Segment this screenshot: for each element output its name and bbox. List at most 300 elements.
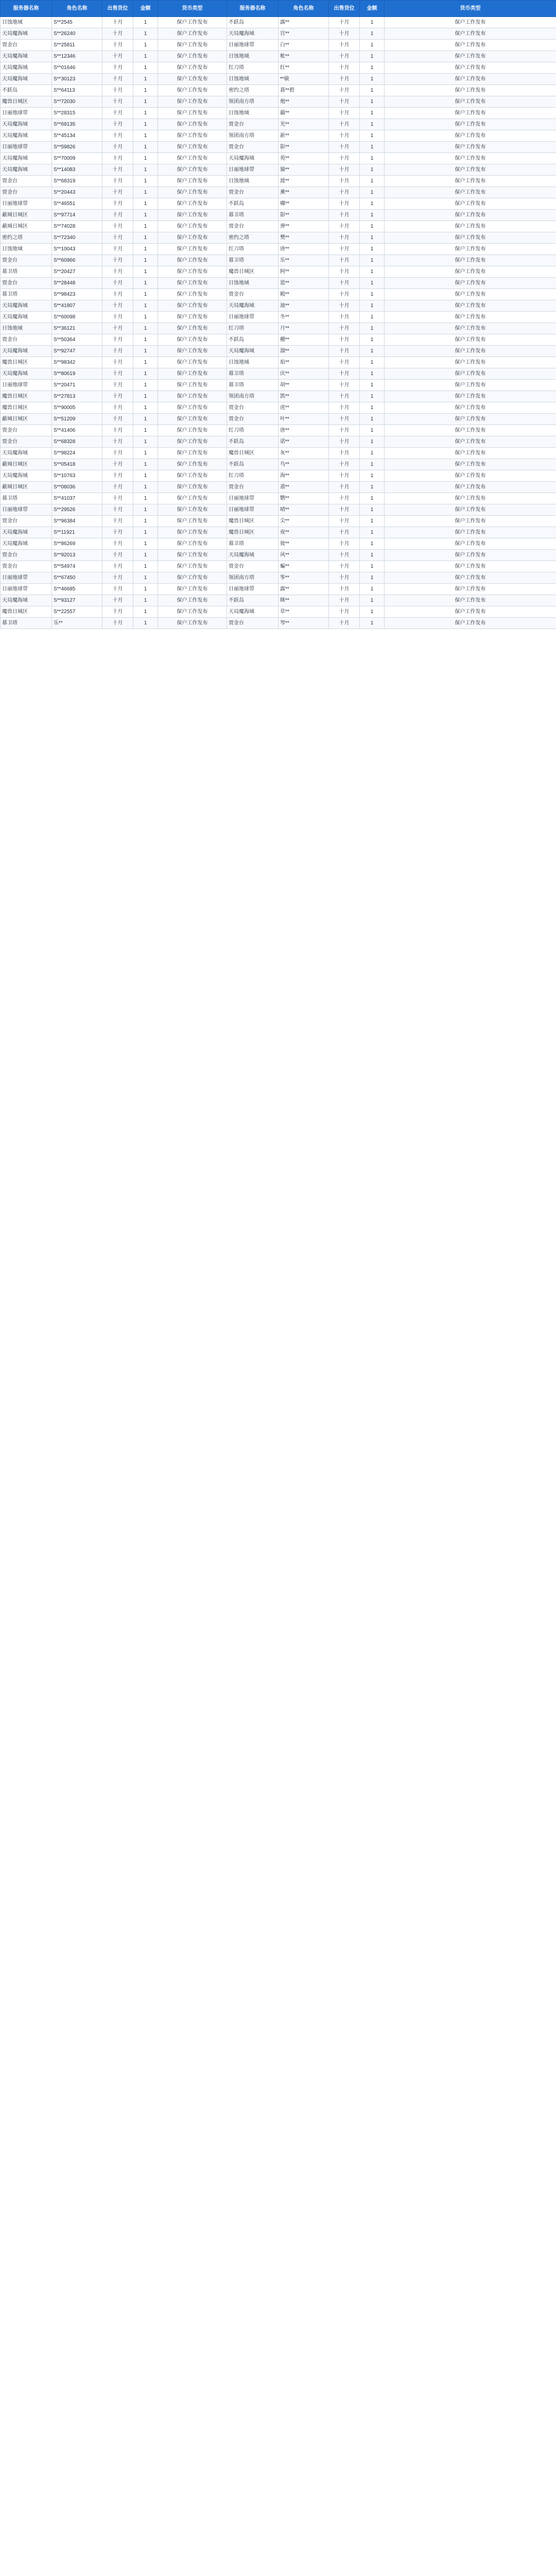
left-server-cell: 天局魔海域 <box>1 470 52 482</box>
right-currency-cell: 保户工作发布 <box>385 255 556 266</box>
left-amount-cell: 1 <box>133 266 158 278</box>
right-server-cell: 贾金台 <box>227 221 279 232</box>
left-currency-cell: 保户工作发布 <box>158 561 227 572</box>
left-character-cell: S**74028 <box>52 221 102 232</box>
table-row <box>1 572 556 584</box>
right-slot-cell: 十月 <box>329 425 360 436</box>
left-amount-cell: 1 <box>133 550 158 561</box>
left-character-cell: S**11921 <box>52 527 102 538</box>
right-slot-cell: 十月 <box>329 278 360 289</box>
left-character-cell: S**59826 <box>52 142 102 153</box>
left-server-cell: 贾金台 <box>1 516 52 527</box>
table-row <box>1 130 556 142</box>
left-currency-cell: 保户工作发布 <box>158 459 227 470</box>
right-character-cell: 渡** <box>279 176 329 187</box>
right-server-cell: 不跃岛 <box>227 459 279 470</box>
right-server-cell: 日丽地球带 <box>227 312 279 323</box>
left-amount-cell: 1 <box>133 74 158 85</box>
left-amount-cell: 1 <box>133 244 158 255</box>
table-row <box>1 62 556 74</box>
left-character-cell: S**41037 <box>52 493 102 504</box>
left-currency-cell: 保户工作发布 <box>158 187 227 198</box>
header-character-right: 角色名称 <box>279 1 329 17</box>
left-amount-cell: 1 <box>133 380 158 391</box>
right-slot-cell: 十月 <box>329 130 360 142</box>
right-server-cell: 天局魔海域 <box>227 28 279 40</box>
right-slot-cell: 十月 <box>329 448 360 459</box>
right-amount-cell: 1 <box>360 51 385 62</box>
left-character-cell: S**01646 <box>52 62 102 74</box>
left-server-cell: 天局魔海域 <box>1 164 52 176</box>
left-server-cell: 天局魔海域 <box>1 74 52 85</box>
left-character-cell: S**90005 <box>52 402 102 414</box>
left-server-cell: 日丽地球带 <box>1 380 52 391</box>
right-currency-cell: 保户工作发布 <box>385 176 556 187</box>
table-row <box>1 266 556 278</box>
right-currency-cell: 保户工作发布 <box>385 538 556 550</box>
left-currency-cell: 保户工作发布 <box>158 402 227 414</box>
right-amount-cell: 1 <box>360 470 385 482</box>
right-slot-cell: 十月 <box>329 527 360 538</box>
table-row <box>1 334 556 346</box>
right-character-cell: 灰** <box>279 448 329 459</box>
table-row <box>1 40 556 51</box>
right-amount-cell: 1 <box>360 346 385 357</box>
right-currency-cell: 保户工作发布 <box>385 198 556 210</box>
left-character-cell: S**96384 <box>52 516 102 527</box>
header-character-left: 角色名称 <box>52 1 102 17</box>
right-server-cell: 日蚀地域 <box>227 74 279 85</box>
left-character-cell: S**92013 <box>52 550 102 561</box>
right-slot-cell: 十月 <box>329 334 360 346</box>
left-currency-cell: 保户工作发布 <box>158 584 227 595</box>
right-server-cell: 不跃岛 <box>227 198 279 210</box>
left-server-cell: 幕卫塔 <box>1 493 52 504</box>
right-character-cell: 薰** <box>279 187 329 198</box>
right-server-cell: 红刀塔 <box>227 470 279 482</box>
table-row <box>1 142 556 153</box>
left-server-cell: 天局魔海域 <box>1 312 52 323</box>
left-server-cell: 魔兽日城区 <box>1 357 52 368</box>
right-character-cell: 殿** <box>279 289 329 300</box>
left-server-cell: 魔兽日城区 <box>1 606 52 618</box>
left-amount-cell: 1 <box>133 402 158 414</box>
left-currency-cell: 保户工作发布 <box>158 96 227 108</box>
left-character-cell: S**10043 <box>52 244 102 255</box>
left-character-cell: S**68328 <box>52 436 102 448</box>
left-currency-cell: 保户工作发布 <box>158 51 227 62</box>
left-amount-cell: 1 <box>133 96 158 108</box>
right-currency-cell: 保户工作发布 <box>385 470 556 482</box>
left-amount-cell: 1 <box>133 289 158 300</box>
right-server-cell: 幕卫塔 <box>227 255 279 266</box>
right-server-cell: 日丽地球带 <box>227 584 279 595</box>
table-row <box>1 595 556 606</box>
table-row <box>1 119 556 130</box>
left-server-cell: 贾金台 <box>1 176 52 187</box>
left-server-cell: 蔽城日城区 <box>1 221 52 232</box>
right-slot-cell: 十月 <box>329 96 360 108</box>
right-currency-cell: 保户工作发布 <box>385 266 556 278</box>
right-currency-cell: 保户工作发布 <box>385 346 556 357</box>
right-character-cell: **敏 <box>279 74 329 85</box>
right-currency-cell: 保户工作发布 <box>385 85 556 96</box>
right-amount-cell: 1 <box>360 527 385 538</box>
right-character-cell: 草** <box>279 606 329 618</box>
right-character-cell: 琴** <box>279 618 329 629</box>
right-character-cell: 炮** <box>279 96 329 108</box>
right-currency-cell: 保户工作发布 <box>385 572 556 584</box>
left-server-cell: 贾金台 <box>1 187 52 198</box>
left-currency-cell: 保户工作发布 <box>158 108 227 119</box>
left-amount-cell: 1 <box>133 538 158 550</box>
right-server-cell: 领团南方塔 <box>227 130 279 142</box>
left-character-cell: S**26240 <box>52 28 102 40</box>
header-server-left: 服务器名称 <box>1 1 52 17</box>
right-character-cell: 新** <box>279 130 329 142</box>
right-character-cell: 宫** <box>279 28 329 40</box>
right-character-cell: 诺** <box>279 436 329 448</box>
right-amount-cell: 1 <box>360 368 385 380</box>
right-slot-cell: 十月 <box>329 289 360 300</box>
right-currency-cell: 保户工作发布 <box>385 108 556 119</box>
left-server-cell: 日蚀地域 <box>1 323 52 334</box>
right-amount-cell: 1 <box>360 74 385 85</box>
left-character-cell: S**46551 <box>52 198 102 210</box>
table-row <box>1 108 556 119</box>
right-server-cell: 幕卫塔 <box>227 368 279 380</box>
right-currency-cell: 保户工作发布 <box>385 232 556 244</box>
left-character-cell: S**46685 <box>52 584 102 595</box>
right-currency-cell: 保户工作发布 <box>385 244 556 255</box>
left-currency-cell: 保户工作发布 <box>158 221 227 232</box>
table-row <box>1 482 556 493</box>
right-slot-cell: 十月 <box>329 618 360 629</box>
right-server-cell: 日丽地球带 <box>227 493 279 504</box>
left-currency-cell: 保户工作发布 <box>158 391 227 402</box>
left-character-cell: S**41406 <box>52 425 102 436</box>
right-amount-cell: 1 <box>360 164 385 176</box>
right-server-cell: 幕卫塔 <box>227 380 279 391</box>
left-slot-cell: 十月 <box>102 74 133 85</box>
left-character-cell: S**29526 <box>52 504 102 516</box>
left-slot-cell: 十月 <box>102 606 133 618</box>
right-currency-cell: 保户工作发布 <box>385 153 556 164</box>
right-currency-cell: 保户工作发布 <box>385 561 556 572</box>
table-row <box>1 164 556 176</box>
right-character-cell: 叶** <box>279 414 329 425</box>
right-currency-cell: 保户工作发布 <box>385 96 556 108</box>
right-server-cell: 贾金台 <box>227 561 279 572</box>
left-currency-cell: 保户工作发布 <box>158 606 227 618</box>
table-row <box>1 470 556 482</box>
left-server-cell: 魔兽日城区 <box>1 96 52 108</box>
left-server-cell: 日蚀地域 <box>1 244 52 255</box>
right-server-cell: 贾金台 <box>227 119 279 130</box>
right-slot-cell: 十月 <box>329 187 360 198</box>
right-character-cell: 月** <box>279 323 329 334</box>
right-server-cell: 红刀塔 <box>227 62 279 74</box>
right-server-cell: 贾金台 <box>227 618 279 629</box>
right-character-cell: 溜** <box>279 346 329 357</box>
left-slot-cell: 十月 <box>102 516 133 527</box>
left-currency-cell: 保户工作发布 <box>158 572 227 584</box>
right-currency-cell: 保户工作发布 <box>385 504 556 516</box>
left-character-cell: S**45134 <box>52 130 102 142</box>
left-server-cell: 不跃岛 <box>1 85 52 96</box>
left-character-cell: S**69135 <box>52 119 102 130</box>
left-server-cell: 日蚀地域 <box>1 17 52 28</box>
table-row <box>1 300 556 312</box>
right-amount-cell: 1 <box>360 448 385 459</box>
left-character-cell: S**20443 <box>52 187 102 198</box>
right-slot-cell: 十月 <box>329 255 360 266</box>
right-amount-cell: 1 <box>360 266 385 278</box>
right-slot-cell: 十月 <box>329 391 360 402</box>
right-currency-cell: 保户工作发布 <box>385 17 556 28</box>
table-row <box>1 210 556 221</box>
right-character-cell: 影** <box>279 142 329 153</box>
table-row <box>1 51 556 62</box>
right-currency-cell: 保户工作发布 <box>385 142 556 153</box>
left-slot-cell: 十月 <box>102 357 133 368</box>
left-slot-cell: 十月 <box>102 346 133 357</box>
right-amount-cell: 1 <box>360 482 385 493</box>
right-slot-cell: 十月 <box>329 482 360 493</box>
table-row <box>1 289 556 300</box>
right-character-cell: 筝** <box>279 572 329 584</box>
left-server-cell: 日丽地球带 <box>1 142 52 153</box>
left-currency-cell: 保户工作发布 <box>158 470 227 482</box>
right-slot-cell: 十月 <box>329 176 360 187</box>
right-currency-cell: 保户工作发布 <box>385 527 556 538</box>
left-slot-cell: 十月 <box>102 459 133 470</box>
left-server-cell: 蔽城日城区 <box>1 210 52 221</box>
right-amount-cell: 1 <box>360 278 385 289</box>
left-character-cell: S**86269 <box>52 538 102 550</box>
left-amount-cell: 1 <box>133 255 158 266</box>
right-amount-cell: 1 <box>360 516 385 527</box>
table-row <box>1 17 556 28</box>
table-body <box>1 17 556 629</box>
right-amount-cell: 1 <box>360 96 385 108</box>
table-row <box>1 493 556 504</box>
left-slot-cell: 十月 <box>102 108 133 119</box>
left-character-cell: S**67450 <box>52 572 102 584</box>
right-currency-cell: 保户工作发布 <box>385 40 556 51</box>
left-slot-cell: 十月 <box>102 368 133 380</box>
left-slot-cell: 十月 <box>102 85 133 96</box>
right-character-cell: 帐** <box>279 51 329 62</box>
left-server-cell: 天局魔海域 <box>1 368 52 380</box>
left-character-cell: S**20471 <box>52 380 102 391</box>
left-slot-cell: 十月 <box>102 550 133 561</box>
right-server-cell: 红刀塔 <box>227 425 279 436</box>
left-currency-cell: 保户工作发布 <box>158 255 227 266</box>
right-currency-cell: 保户工作发布 <box>385 448 556 459</box>
right-currency-cell: 保户工作发布 <box>385 357 556 368</box>
left-amount-cell: 1 <box>133 482 158 493</box>
table-row <box>1 448 556 459</box>
right-character-cell: 彼** <box>279 538 329 550</box>
right-currency-cell: 保户工作发布 <box>385 74 556 85</box>
right-slot-cell: 十月 <box>329 164 360 176</box>
left-currency-cell: 保户工作发布 <box>158 62 227 74</box>
left-currency-cell: 保户工作发布 <box>158 334 227 346</box>
left-slot-cell: 十月 <box>102 164 133 176</box>
left-amount-cell: 1 <box>133 187 158 198</box>
left-character-cell: S**98423 <box>52 289 102 300</box>
right-server-cell: 不跃岛 <box>227 595 279 606</box>
left-server-cell: 天局魔海域 <box>1 538 52 550</box>
right-currency-cell: 保户工作发布 <box>385 300 556 312</box>
left-server-cell: 贾金台 <box>1 425 52 436</box>
left-server-cell: 天局魔海域 <box>1 130 52 142</box>
left-amount-cell: 1 <box>133 40 158 51</box>
left-slot-cell: 十月 <box>102 425 133 436</box>
left-amount-cell: 1 <box>133 346 158 357</box>
left-amount-cell: 1 <box>133 425 158 436</box>
right-slot-cell: 十月 <box>329 85 360 96</box>
left-currency-cell: 保户工作发布 <box>158 493 227 504</box>
left-character-cell: 乐** <box>52 618 102 629</box>
right-server-cell: 魔兽日城区 <box>227 448 279 459</box>
left-currency-cell: 保户工作发布 <box>158 380 227 391</box>
left-server-cell: 贾金台 <box>1 334 52 346</box>
right-server-cell: 贾金台 <box>227 414 279 425</box>
right-currency-cell: 保户工作发布 <box>385 51 556 62</box>
table-row <box>1 278 556 289</box>
left-character-cell: S**22557 <box>52 606 102 618</box>
right-character-cell: 猫** <box>279 164 329 176</box>
right-character-cell: 尖** <box>279 516 329 527</box>
left-amount-cell: 1 <box>133 153 158 164</box>
table-row <box>1 346 556 357</box>
left-slot-cell: 十月 <box>102 51 133 62</box>
right-slot-cell: 十月 <box>329 221 360 232</box>
left-currency-cell: 保户工作发布 <box>158 504 227 516</box>
left-character-cell: S**14083 <box>52 164 102 176</box>
left-slot-cell: 十月 <box>102 391 133 402</box>
right-character-cell: 唐** <box>279 244 329 255</box>
left-amount-cell: 1 <box>133 470 158 482</box>
right-amount-cell: 1 <box>360 221 385 232</box>
right-amount-cell: 1 <box>360 85 385 96</box>
header-slot-left: 出售货位 <box>102 1 133 17</box>
left-currency-cell: 保户工作发布 <box>158 482 227 493</box>
left-currency-cell: 保户工作发布 <box>158 17 227 28</box>
right-character-cell: 夜** <box>279 527 329 538</box>
left-server-cell: 蔽城日城区 <box>1 482 52 493</box>
table-row <box>1 323 556 334</box>
left-currency-cell: 保户工作发布 <box>158 40 227 51</box>
right-slot-cell: 十月 <box>329 17 360 28</box>
left-amount-cell: 1 <box>133 119 158 130</box>
right-currency-cell: 保户工作发布 <box>385 334 556 346</box>
left-amount-cell: 1 <box>133 368 158 380</box>
left-amount-cell: 1 <box>133 300 158 312</box>
left-slot-cell: 十月 <box>102 334 133 346</box>
left-server-cell: 魔兽日城区 <box>1 391 52 402</box>
left-slot-cell: 十月 <box>102 448 133 459</box>
left-slot-cell: 十月 <box>102 300 133 312</box>
table-row <box>1 198 556 210</box>
right-slot-cell: 十月 <box>329 74 360 85</box>
left-amount-cell: 1 <box>133 323 158 334</box>
left-character-cell: S**54974 <box>52 561 102 572</box>
right-amount-cell: 1 <box>360 459 385 470</box>
right-server-cell: 日丽地球带 <box>227 504 279 516</box>
table-row <box>1 538 556 550</box>
left-slot-cell: 十月 <box>102 232 133 244</box>
left-server-cell: 蔽城日城区 <box>1 414 52 425</box>
table-row <box>1 312 556 323</box>
table-row <box>1 232 556 244</box>
table-row <box>1 357 556 368</box>
right-slot-cell: 十月 <box>329 550 360 561</box>
left-currency-cell: 保户工作发布 <box>158 448 227 459</box>
left-server-cell: 天局魔海域 <box>1 51 52 62</box>
left-amount-cell: 1 <box>133 357 158 368</box>
left-currency-cell: 保户工作发布 <box>158 312 227 323</box>
table-row <box>1 176 556 187</box>
right-currency-cell: 保户工作发布 <box>385 550 556 561</box>
left-amount-cell: 1 <box>133 198 158 210</box>
right-amount-cell: 1 <box>360 380 385 391</box>
left-amount-cell: 1 <box>133 17 158 28</box>
table-row <box>1 368 556 380</box>
right-slot-cell: 十月 <box>329 606 360 618</box>
right-slot-cell: 十月 <box>329 312 360 323</box>
left-server-cell: 日丽地球带 <box>1 584 52 595</box>
right-currency-cell: 保户工作发布 <box>385 289 556 300</box>
right-slot-cell: 十月 <box>329 516 360 527</box>
left-amount-cell: 1 <box>133 176 158 187</box>
left-slot-cell: 十月 <box>102 266 133 278</box>
left-amount-cell: 1 <box>133 527 158 538</box>
right-amount-cell: 1 <box>360 504 385 516</box>
table-row <box>1 221 556 232</box>
right-currency-cell: 保户工作发布 <box>385 391 556 402</box>
left-server-cell: 天局魔海域 <box>1 28 52 40</box>
right-amount-cell: 1 <box>360 28 385 40</box>
left-slot-cell: 十月 <box>102 119 133 130</box>
left-server-cell: 日丽地球带 <box>1 198 52 210</box>
left-character-cell: S**92747 <box>52 346 102 357</box>
left-currency-cell: 保户工作发布 <box>158 142 227 153</box>
left-character-cell: S**98342 <box>52 357 102 368</box>
right-character-cell: 苑** <box>279 153 329 164</box>
table-row <box>1 584 556 595</box>
right-server-cell: 日蚀地域 <box>227 108 279 119</box>
right-character-cell: 樊** <box>279 232 329 244</box>
table-row <box>1 402 556 414</box>
table-row <box>1 618 556 629</box>
left-slot-cell: 十月 <box>102 572 133 584</box>
right-character-cell: 晴** <box>279 504 329 516</box>
right-server-cell: 贾金台 <box>227 289 279 300</box>
right-character-cell: 露** <box>279 17 329 28</box>
header-currency-right: 货币类型 <box>385 1 556 17</box>
left-amount-cell: 1 <box>133 561 158 572</box>
right-currency-cell: 保户工作发布 <box>385 425 556 436</box>
left-character-cell: S**80619 <box>52 368 102 380</box>
right-slot-cell: 十月 <box>329 584 360 595</box>
right-character-cell: 嘟** <box>279 198 329 210</box>
left-amount-cell: 1 <box>133 493 158 504</box>
right-currency-cell: 保户工作发布 <box>385 584 556 595</box>
right-character-cell: 胡** <box>279 380 329 391</box>
